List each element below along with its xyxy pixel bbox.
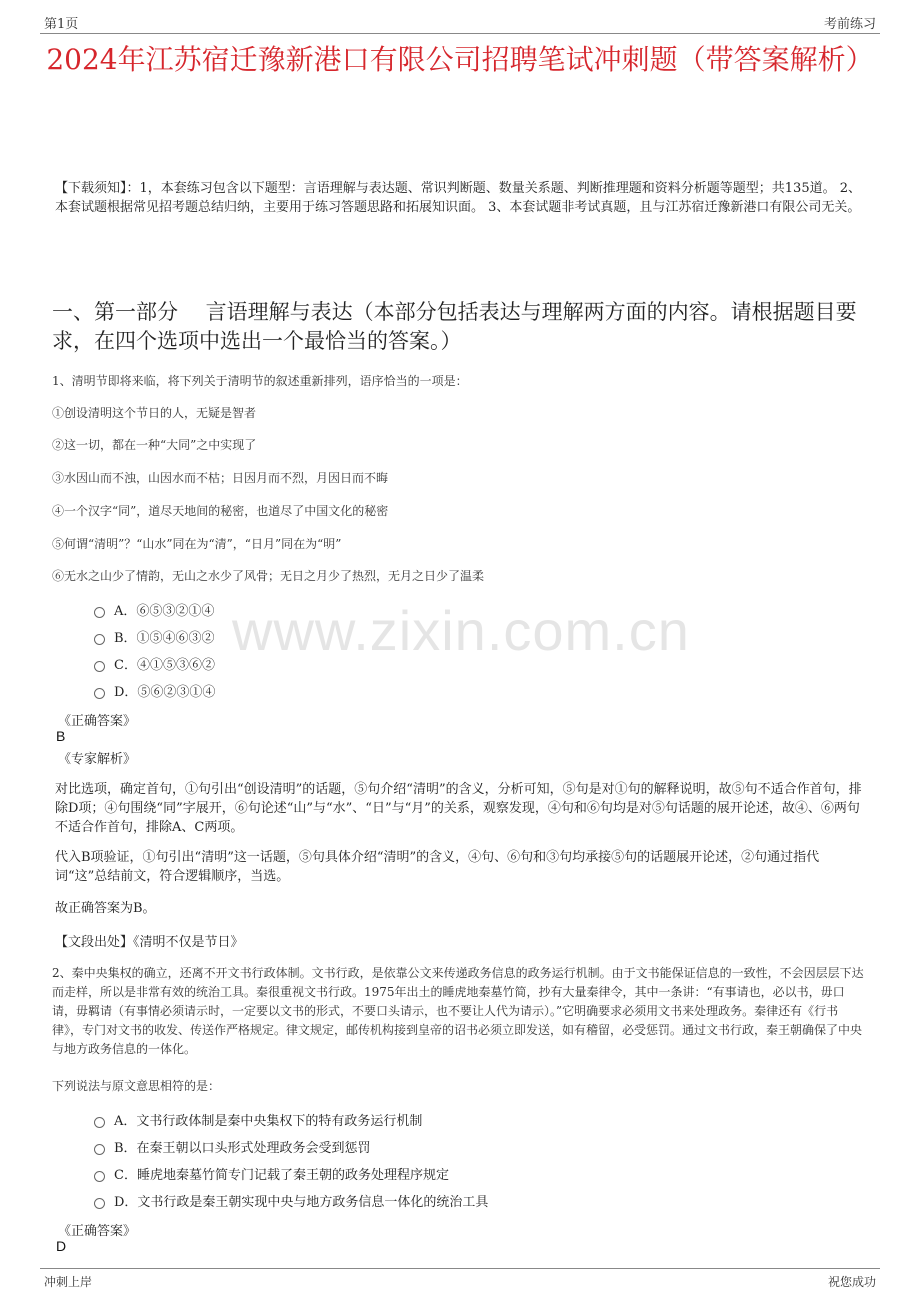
q1-analysis-label: 《专家解析》 xyxy=(58,752,137,767)
q2-option-b[interactable] xyxy=(94,1137,371,1156)
option-label: B．在秦王朝以口头形式处理政务会受到惩罚 xyxy=(114,1141,371,1156)
option-label: C．睡虎地秦墓竹简专门记载了秦王朝的政务处理程序规定 xyxy=(114,1168,449,1183)
option-label: D．文书行政是秦王朝实现中央与地方政务信息一体化的统治工具 xyxy=(114,1195,489,1210)
option-label: A．⑥⑤③②①④ xyxy=(114,604,215,619)
q1-sentence-5: ⑤何谓“清明”？“山水”同在为“清”，“日月”同在为“明” xyxy=(52,537,342,551)
q2-option-d[interactable] xyxy=(94,1191,488,1210)
q1-answer: B xyxy=(56,728,66,744)
question-2-stem: 下列说法与原文意思相符的是： xyxy=(52,1079,221,1093)
watermark: www.zixin.com.cn xyxy=(232,599,690,662)
q1-analysis-paragraph-3: 故正确答案为B。 xyxy=(55,901,156,916)
radio-icon[interactable] xyxy=(94,1144,105,1155)
q1-answer-label: 《正确答案》 xyxy=(58,714,137,729)
question-2-passage: 2、秦中央集权的确立，还离不开文书行政体制。文书行政，是依靠公文来传递政务信息的政务运行机制。由于文书能保证信息的一致性，不会因层层下达而走样，所以是非常有效的统治工具。秦很重视文书行政。1975年出土的睡虎地秦墓竹简，抄有大量秦律令，其中一条讲：“有事请也，必以书，毋口请，毋羁请（有事情必须请示时，一定要以文书的形式，不要口头请示，也不要让人代为请示）。”它明确要求必须用文书来处理政务。秦律还有《行书律》，专门对文书的收发、传送作严格规定。律文规定，邮传机构接到皇帝的诏书必须立即发送，如有稽留，必受惩罚。通过文书行政，秦王朝确保了中央与地方政务信息的一体化。 xyxy=(52,966,864,1056)
section-heading: 一、第一部分 言语理解与表达（本部分包括表达与理解两方面的内容。请根据题目要求，在四个选项中选出一个最恰当的答案。） xyxy=(52,300,857,353)
q1-sentence-1: ①创设清明这个节日的人，无疑是智者 xyxy=(52,406,257,420)
download-notice: 【下载须知】：1，本套练习包含以下题型：言语理解与表达题、常识判断题、数量关系题、判断推理题和资料分析题等题型；共135道。 2、本套试题根据常见招考题总结归纳，主要用于练习答题思路和拓展知识面。 3、本套试题非考试真题，且与江苏宿迁豫新港口有限公司无关。 xyxy=(55,181,861,215)
q1-option-b[interactable] xyxy=(94,627,215,646)
q1-option-d[interactable] xyxy=(94,681,215,700)
q2-answer: D xyxy=(56,1238,67,1254)
q1-sentence-6: ⑥无水之山少了情韵，无山之水少了风骨；无日之月少了热烈，无月之日少了温柔 xyxy=(52,569,485,583)
page-number: 第1页 xyxy=(44,17,79,32)
footer-left-label: 冲刺上岸 xyxy=(44,1275,93,1289)
radio-icon[interactable] xyxy=(94,688,105,699)
option-label: C．④①⑤③⑥② xyxy=(114,658,215,673)
q1-analysis-paragraph-1: 对比选项，确定首句，①句引出“创设清明”的话题，⑤句介绍“清明”的含义，分析可知，⑤句是对①句的解释说明，故⑤句不适合作首句，排除D项；④句围绕“同”字展开，⑥句论述“山”与“水”、“日”与“月”的关系，观察发现，④句和⑥句均是对⑤句话题的展开论述，故④、⑥两句不适合作首句，排除A、C两项。 xyxy=(55,782,862,835)
radio-icon[interactable] xyxy=(94,1198,105,1209)
footer-right-label: 祝您成功 xyxy=(827,1275,876,1289)
radio-icon[interactable] xyxy=(94,661,105,672)
q1-sentence-2: ②这一切，都在一种“大同”之中实现了 xyxy=(52,438,257,452)
option-label: B．①⑤④⑥③② xyxy=(114,631,215,646)
q1-sentence-4: ④一个汉字“同”，道尽天地间的秘密，也道尽了中国文化的秘密 xyxy=(52,504,389,518)
footer-divider xyxy=(40,1268,880,1269)
q1-sentence-3: ③水因山而不浊，山因水而不枯；日因月而不烈，月因日而不晦 xyxy=(52,471,389,485)
radio-icon[interactable] xyxy=(94,1117,105,1128)
header-label: 考前练习 xyxy=(823,17,876,32)
option-label: A．文书行政体制是秦中央集权下的特有政务运行机制 xyxy=(114,1114,423,1129)
page-title: 2024年江苏宿迁豫新港口有限公司招聘笔试冲刺题（带答案解析） xyxy=(46,43,874,76)
radio-icon[interactable] xyxy=(94,1171,105,1182)
question-1-stem: 1、清明节即将来临，将下列关于清明节的叙述重新排列，语序恰当的一项是： xyxy=(52,374,468,388)
q1-option-c[interactable] xyxy=(94,654,215,673)
q1-option-a[interactable] xyxy=(94,600,214,619)
radio-icon[interactable] xyxy=(94,634,105,645)
q1-source: 【文段出处】《清明不仅是节日》 xyxy=(55,935,244,950)
q2-answer-label: 《正确答案》 xyxy=(58,1224,137,1239)
q1-analysis-paragraph-2: 代入B项验证，①句引出“清明”这一话题，⑤句具体介绍“清明”的含义，④句、⑥句和③句均承接⑤句的话题展开论述，②句通过指代词“这”总结前文，符合逻辑顺序，当选。 xyxy=(55,850,820,884)
q2-option-a[interactable] xyxy=(94,1110,422,1129)
header-divider xyxy=(40,33,880,34)
radio-icon[interactable] xyxy=(94,607,105,618)
q2-option-c[interactable] xyxy=(94,1164,449,1183)
option-label: D．⑤⑥②③①④ xyxy=(114,685,216,700)
